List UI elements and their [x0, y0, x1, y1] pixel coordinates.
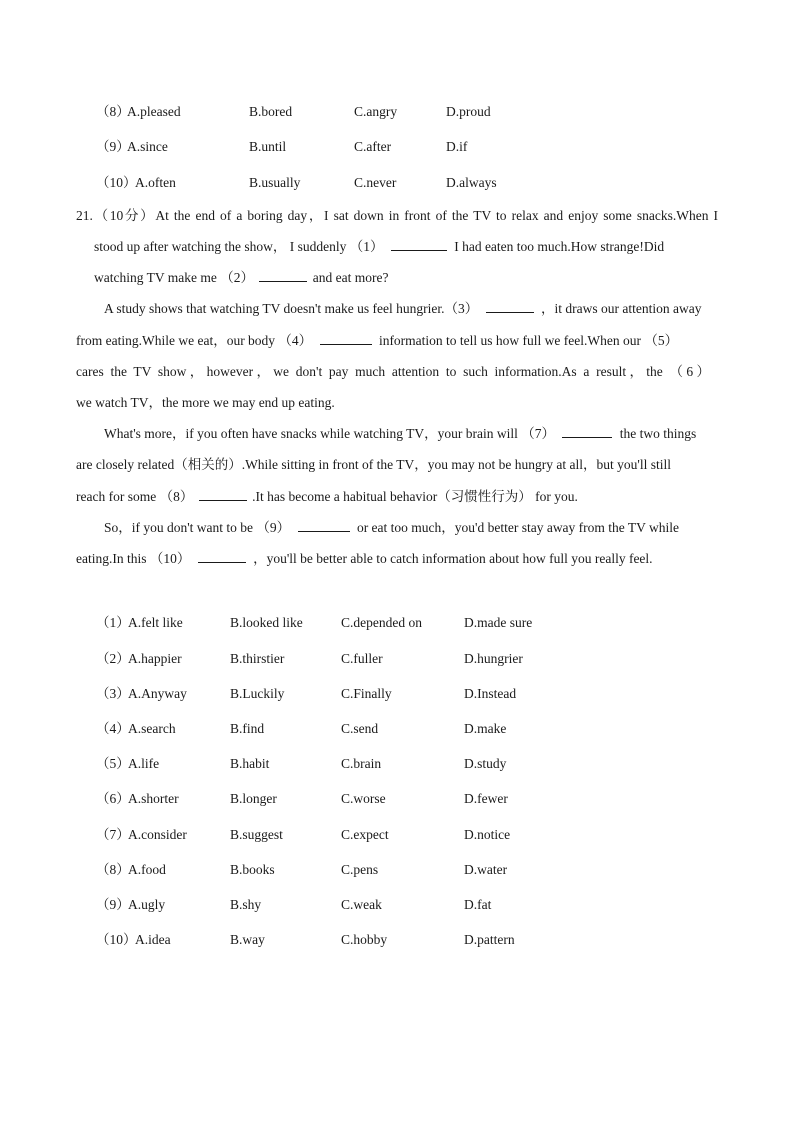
option-a: A.idea — [135, 932, 171, 947]
option-row — [96, 895, 556, 915]
option-number: （1） — [96, 615, 130, 630]
option-row — [96, 719, 556, 739]
passage-line: watching TV make me （2） and eat more? — [94, 270, 389, 285]
option-d: D.make — [464, 721, 507, 736]
option-b: B.books — [230, 862, 275, 877]
option-c: C.worse — [341, 791, 386, 806]
option-d: D.pattern — [464, 932, 515, 947]
option-b: B.until — [249, 139, 287, 154]
option-a: A.Anyway — [128, 686, 187, 701]
passage-line: So，if you don't want to be （9） or eat too much，you'd better stay away from the TV while — [104, 520, 680, 535]
option-a: A.felt like — [128, 615, 183, 630]
answer-blank-8[interactable] — [199, 488, 247, 501]
option-row — [96, 825, 556, 845]
option-d: D.water — [464, 862, 508, 877]
option-row — [96, 613, 556, 633]
option-d: D.hungrier — [464, 651, 523, 666]
option-a: A.shorter — [128, 791, 179, 806]
passage-line: from eating.While we eat，our body （4） information to tell us how full we feel.When our （5） — [76, 333, 679, 348]
option-a: A.ugly — [128, 897, 166, 912]
option-c: C.brain — [341, 756, 382, 771]
answer-blank-10[interactable] — [198, 550, 246, 563]
passage-line: 21.（10分）At the end of a boring day，I sat down in front of the TV to relax and enjoy some snacks.When I — [76, 208, 719, 223]
option-row — [96, 754, 556, 774]
option-c: C.send — [341, 721, 379, 736]
option-a: A.happier — [128, 651, 182, 666]
option-c: C.weak — [341, 897, 382, 912]
option-a: A.food — [128, 862, 166, 877]
option-d: D.fat — [464, 897, 492, 912]
option-number: （5） — [96, 756, 130, 771]
option-d: D.Instead — [464, 686, 517, 701]
option-row — [96, 102, 516, 122]
option-row — [96, 173, 516, 193]
option-b: B.longer — [230, 791, 277, 806]
option-d: D.if — [446, 139, 468, 154]
option-number: （2） — [96, 651, 130, 666]
option-d: D.fewer — [464, 791, 508, 806]
option-number: （3） — [96, 686, 130, 701]
passage-line: stood up after watching the show， I suddenly （1） I had eaten too much.How strange!Did — [94, 239, 665, 254]
option-b: B.Luckily — [230, 686, 285, 701]
option-b: B.thirstier — [230, 651, 285, 666]
option-b: B.shy — [230, 897, 262, 912]
option-b: B.looked like — [230, 615, 303, 630]
option-number: （10） — [96, 175, 137, 190]
option-a: A.search — [128, 721, 176, 736]
option-row — [96, 137, 516, 157]
option-row — [96, 684, 556, 704]
option-a: A.consider — [128, 827, 187, 842]
option-a: A.often — [135, 175, 176, 190]
option-row — [96, 930, 556, 950]
option-number: （9） — [96, 139, 130, 154]
option-c: C.hobby — [341, 932, 388, 947]
option-d: D.proud — [446, 104, 491, 119]
answer-blank-2[interactable] — [259, 269, 307, 282]
option-c: C.expect — [341, 827, 389, 842]
option-number: （8） — [96, 104, 130, 119]
option-b: B.usually — [249, 175, 301, 190]
option-c: C.Finally — [341, 686, 392, 701]
option-b: B.suggest — [230, 827, 283, 842]
option-c: C.depended on — [341, 615, 422, 630]
option-c: C.after — [354, 139, 392, 154]
option-row — [96, 789, 556, 809]
option-number: （8） — [96, 862, 130, 877]
passage-line: A study shows that watching TV doesn't make us feel hungrier.（3） ，it draws our attention away — [104, 301, 702, 316]
answer-blank-7[interactable] — [562, 425, 612, 438]
question-score: （10分） — [92, 208, 156, 223]
passage-line: are closely related（相关的）.While sitting in front of the TV，you may not be hungry at all，but you'll still — [76, 457, 671, 472]
option-b: B.find — [230, 721, 265, 736]
answer-blank-4[interactable] — [320, 332, 372, 345]
passage-line: reach for some （8） .It has become a habitual behavior（习惯性行为） for you. — [76, 489, 578, 504]
option-c: C.fuller — [341, 651, 383, 666]
option-c: C.angry — [354, 104, 398, 119]
option-number: （9） — [96, 897, 130, 912]
option-a: A.pleased — [127, 104, 181, 119]
answer-blank-3[interactable] — [486, 300, 534, 313]
option-row — [96, 860, 556, 880]
passage-line: What's more，if you often have snacks while watching TV，your brain will （7） the two things — [104, 426, 697, 441]
option-b: B.way — [230, 932, 265, 947]
option-d: D.study — [464, 756, 507, 771]
option-d: D.always — [446, 175, 497, 190]
option-b: B.habit — [230, 756, 270, 771]
option-c: C.never — [354, 175, 397, 190]
option-d: D.made sure — [464, 615, 533, 630]
option-number: （10） — [96, 932, 137, 947]
passage-line: eating.In this （10） ，you'll be better able to catch information about how full you really feel. — [76, 551, 653, 566]
option-c: C.pens — [341, 862, 379, 877]
option-a: A.since — [127, 139, 168, 154]
option-number: （4） — [96, 721, 130, 736]
option-b: B.bored — [249, 104, 293, 119]
answer-blank-1[interactable] — [391, 238, 447, 251]
question-number: 21. — [76, 208, 93, 223]
option-number: （6） — [96, 791, 130, 806]
answer-blank-9[interactable] — [298, 519, 350, 532]
option-a: A.life — [128, 756, 160, 771]
option-row — [96, 649, 556, 669]
option-number: （7） — [96, 827, 130, 842]
passage-line: cares the TV show，however，we don't pay much attention to such information.As a result，the （6） — [76, 364, 710, 379]
option-d: D.notice — [464, 827, 511, 842]
passage-line: we watch TV，the more we may end up eating. — [76, 395, 335, 410]
